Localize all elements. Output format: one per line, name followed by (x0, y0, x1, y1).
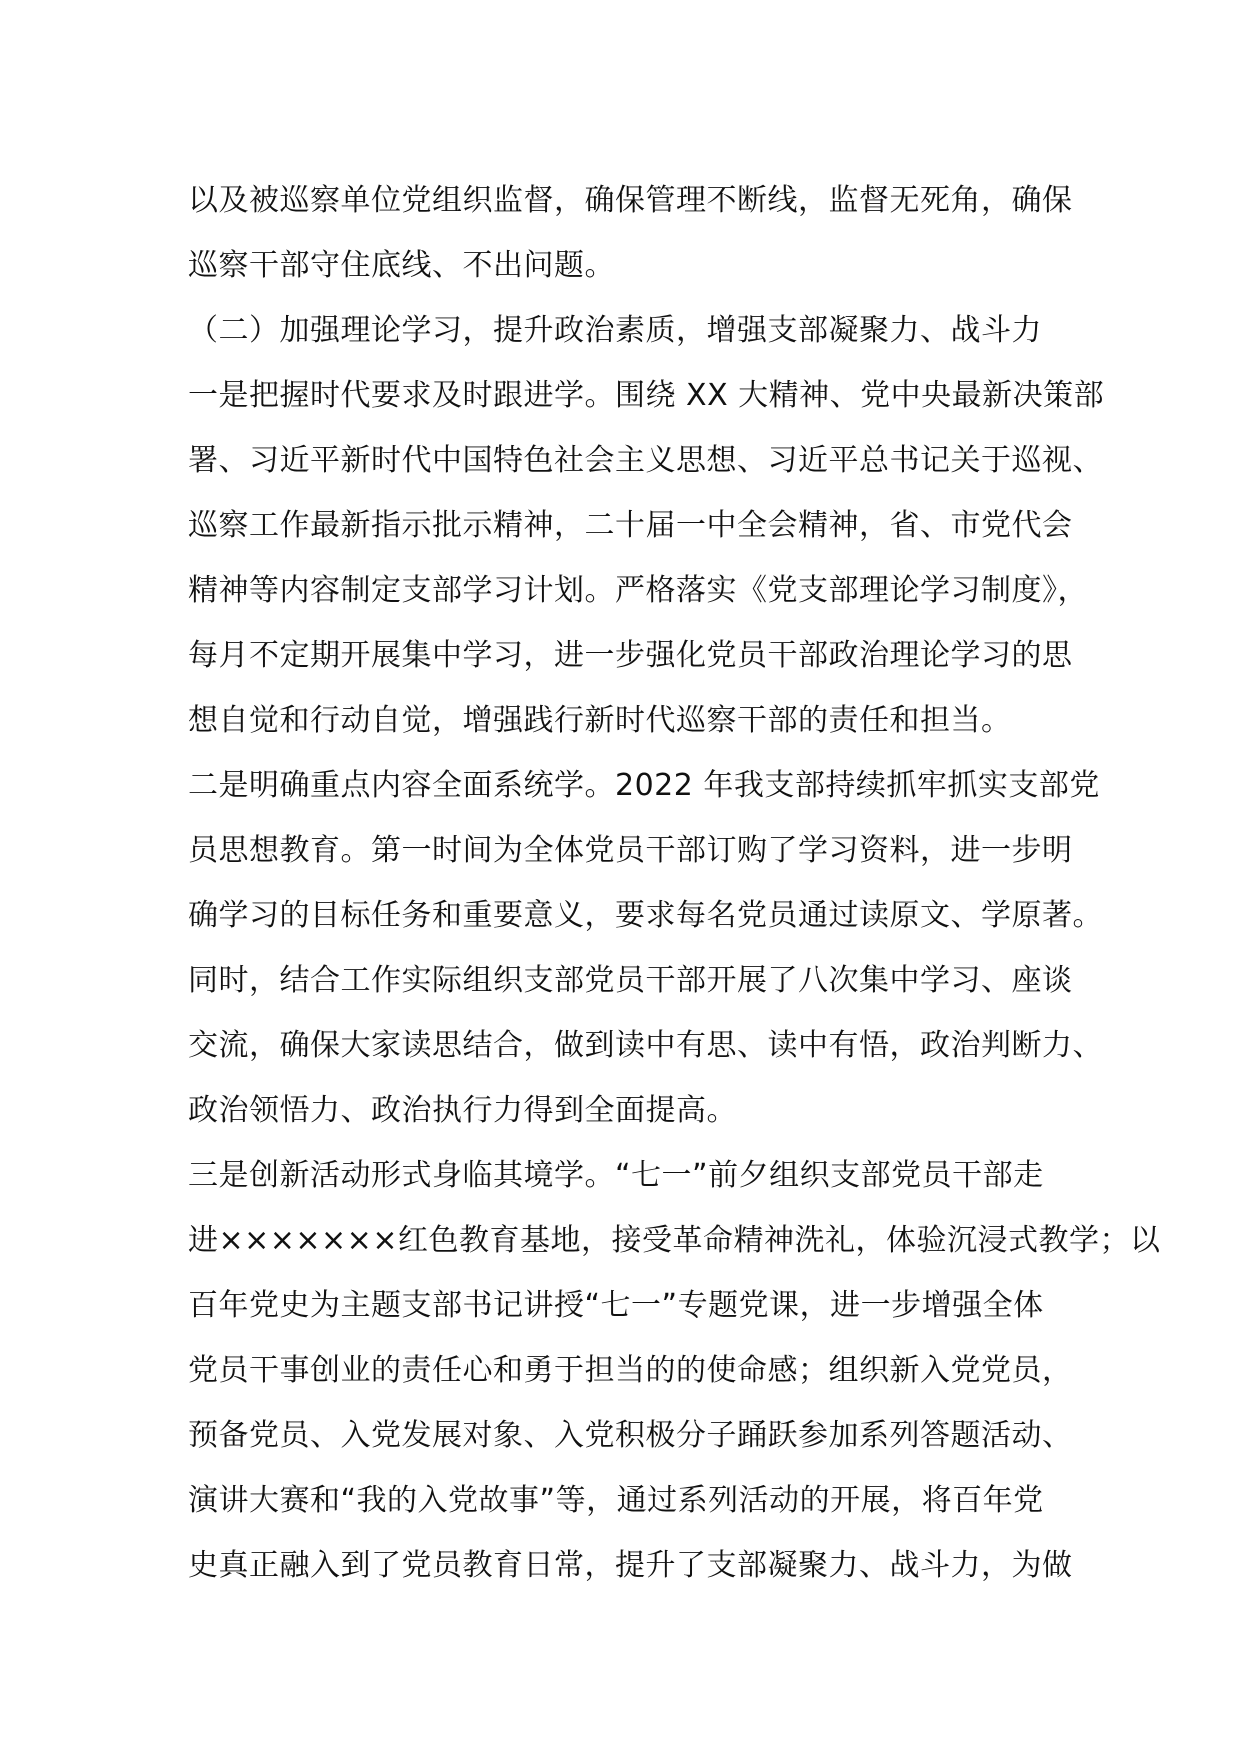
text-line: 史真正融入到了党员教育日常，提升了支部凝聚力、战斗力，为做 (188, 1548, 1073, 1583)
text-line: 百年党史为主题支部书记讲授“七一”专题党课，进一步增强全体 (188, 1288, 1044, 1323)
text-line: 二是明确重点内容全面系统学。2022 年我支部持续抓牢抓实支部党 (188, 768, 1100, 803)
text-line: 确学习的目标任务和重要意义，要求每名党员通过读原文、学原著。 (188, 898, 1103, 933)
body-text (188, 168, 1161, 1598)
text-line: 三是创新活动形式身临其境学。“七一”前夕组织支部党员干部走 (188, 1158, 1044, 1193)
text-line: 员思想教育。第一时间为全体党员干部订购了学习资料，进一步明 (188, 833, 1073, 868)
text-line: 政治领悟力、政治执行力得到全面提高。 (188, 1093, 737, 1128)
text-line: 预备党员、入党发展对象、入党积极分子踊跃参加系列答题活动、 (188, 1418, 1073, 1453)
text-line: 巡察干部守住底线、不出问题。 (188, 248, 615, 283)
section-heading: （二）加强理论学习，提升政治素质，增强支部凝聚力、战斗力 (188, 313, 1042, 348)
text-line: 署、习近平新时代中国特色社会主义思想、习近平总书记关于巡视、 (188, 443, 1103, 478)
text-line: 以及被巡察单位党组织监督，确保管理不断线，监督无死角，确保 (188, 183, 1073, 218)
text-line: 巡察工作最新指示批示精神，二十届一中全会精神，省、市党代会 (188, 508, 1073, 543)
text-line: 一是把握时代要求及时跟进学。围绕 XX 大精神、党中央最新决策部 (188, 378, 1105, 413)
text-line: 演讲大赛和“我的入党故事”等，通过系列活动的开展，将百年党 (188, 1483, 1044, 1518)
text-line: 精神等内容制定支部学习计划。严格落实《党支部理论学习制度》， (188, 573, 1088, 608)
text-line: 交流，确保大家读思结合，做到读中有思、读中有悟，政治判断力、 (188, 1028, 1103, 1063)
text-line: 同时，结合工作实际组织支部党员干部开展了八次集中学习、座谈 (188, 963, 1073, 998)
text-line: 想自觉和行动自觉，增强践行新时代巡察干部的责任和担当。 (188, 703, 1012, 738)
text-line: 进×××××××红色教育基地，接受革命精神洗礼，体验沉浸式教学；以 (188, 1223, 1161, 1258)
text-line: 每月不定期开展集中学习，进一步强化党员干部政治理论学习的思 (188, 638, 1073, 673)
text-line: 党员干事创业的责任心和勇于担当的的使命感；组织新入党党员， (188, 1353, 1073, 1388)
